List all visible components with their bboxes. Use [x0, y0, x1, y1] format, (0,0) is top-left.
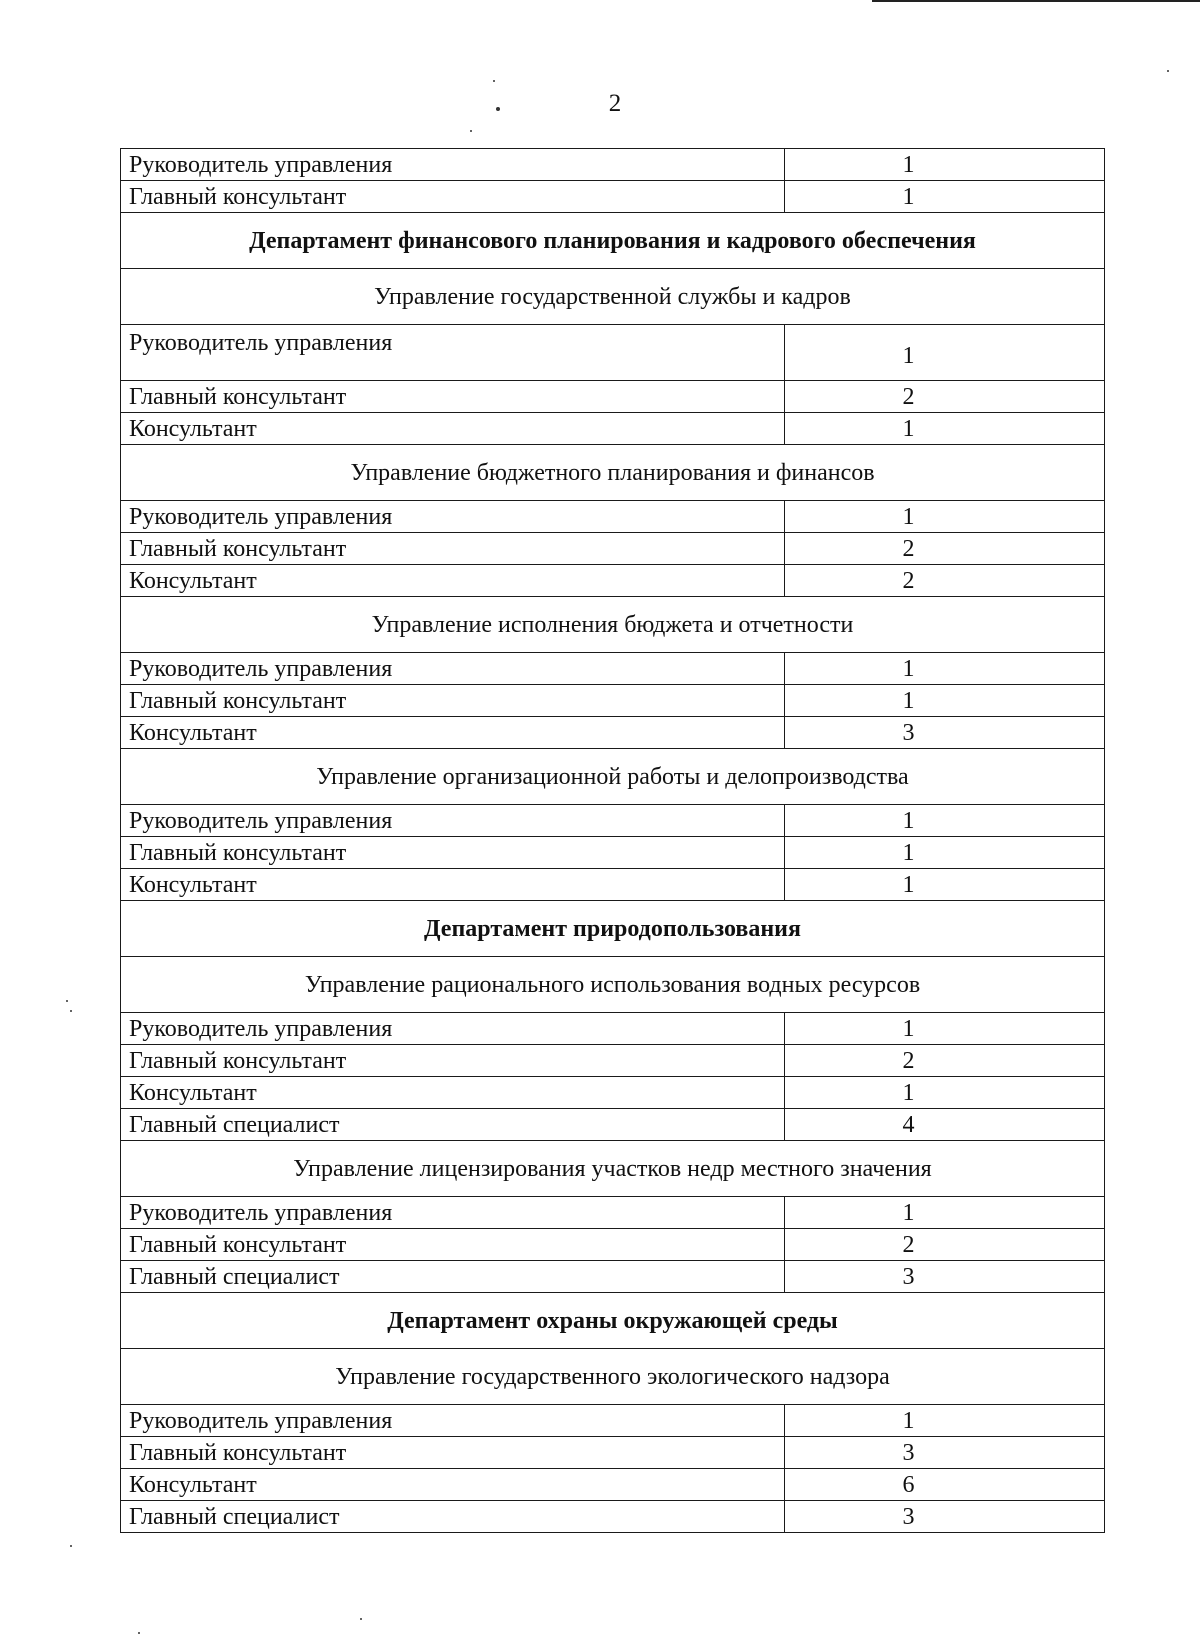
position-title: Консультант: [121, 869, 785, 901]
position-count: 6: [785, 1469, 1105, 1501]
top-rule: [872, 0, 1200, 2]
table-row: [121, 837, 1105, 869]
position-count: 1: [785, 413, 1105, 445]
department-heading: Департамент финансового планирования и кадрового обеспечения: [121, 213, 1105, 269]
table-row: [121, 1077, 1105, 1109]
table-row: [121, 1229, 1105, 1261]
scan-speck: [470, 130, 472, 132]
table-row: [121, 1501, 1105, 1533]
scan-speck: [70, 1545, 72, 1547]
table-row: [121, 413, 1105, 445]
table-row: [121, 501, 1105, 533]
position-count: 1: [785, 1013, 1105, 1045]
unit-heading: Управление государственного экологического надзора: [121, 1349, 1105, 1405]
scan-speck: [70, 1010, 72, 1012]
position-count: 3: [785, 1261, 1105, 1293]
position-count: 3: [785, 1501, 1105, 1533]
table-row: [121, 1109, 1105, 1141]
scan-speck: [138, 1632, 140, 1634]
table-row: [121, 533, 1105, 565]
table-row: [121, 1013, 1105, 1045]
table-row: [121, 1045, 1105, 1077]
position-title: Консультант: [121, 717, 785, 749]
unit-row: [121, 269, 1105, 325]
scan-speck: [496, 107, 500, 111]
unit-row: [121, 597, 1105, 653]
table-row: [121, 869, 1105, 901]
position-count: 1: [785, 1077, 1105, 1109]
position-count: 1: [785, 685, 1105, 717]
table-row: [121, 325, 1105, 381]
table-row: [121, 685, 1105, 717]
position-count: 1: [785, 149, 1105, 181]
scan-speck: [66, 1000, 68, 1002]
position-title: Руководитель управления: [121, 325, 785, 381]
table-row: [121, 1437, 1105, 1469]
table-row: [121, 565, 1105, 597]
position-title: Главный консультант: [121, 381, 785, 413]
position-title: Консультант: [121, 565, 785, 597]
table-row: [121, 149, 1105, 181]
position-count: 1: [785, 653, 1105, 685]
position-title: Главный консультант: [121, 1045, 785, 1077]
department-row: [121, 213, 1105, 269]
position-count: 1: [785, 1197, 1105, 1229]
position-title: Руководитель управления: [121, 653, 785, 685]
position-count: 1: [785, 869, 1105, 901]
unit-heading: Управление лицензирования участков недр местного значения: [121, 1141, 1105, 1197]
unit-row: [121, 445, 1105, 501]
scan-speck: [360, 1618, 362, 1620]
table-row: [121, 1469, 1105, 1501]
table-row: [121, 1197, 1105, 1229]
position-count: 3: [785, 1437, 1105, 1469]
unit-row: [121, 1141, 1105, 1197]
table-row: [121, 181, 1105, 213]
unit-heading: Управление рационального использования водных ресурсов: [121, 957, 1105, 1013]
table-row: [121, 717, 1105, 749]
staffing-table: [120, 148, 1105, 1533]
position-title: Консультант: [121, 413, 785, 445]
position-count: 2: [785, 565, 1105, 597]
unit-heading: Управление организационной работы и делопроизводства: [121, 749, 1105, 805]
unit-row: [121, 749, 1105, 805]
position-title: Главный консультант: [121, 533, 785, 565]
department-heading: Департамент природопользования: [121, 901, 1105, 957]
department-row: [121, 1293, 1105, 1349]
unit-row: [121, 1349, 1105, 1405]
position-title: Главный консультант: [121, 1229, 785, 1261]
unit-heading: Управление исполнения бюджета и отчетности: [121, 597, 1105, 653]
position-title: Главный специалист: [121, 1261, 785, 1293]
position-count: 4: [785, 1109, 1105, 1141]
position-count: 1: [785, 325, 1105, 381]
position-count: 2: [785, 1045, 1105, 1077]
position-title: Руководитель управления: [121, 1197, 785, 1229]
position-count: 2: [785, 533, 1105, 565]
position-title: Главный консультант: [121, 1437, 785, 1469]
position-title: Консультант: [121, 1077, 785, 1109]
position-count: 1: [785, 805, 1105, 837]
department-row: [121, 901, 1105, 957]
unit-heading: Управление бюджетного планирования и финансов: [121, 445, 1105, 501]
position-count: 2: [785, 1229, 1105, 1261]
position-title: Главный консультант: [121, 181, 785, 213]
position-title: Руководитель управления: [121, 501, 785, 533]
position-title: Главный специалист: [121, 1501, 785, 1533]
department-heading: Департамент охраны окружающей среды: [121, 1293, 1105, 1349]
staffing-table-body: [121, 149, 1105, 1533]
position-title: Главный консультант: [121, 837, 785, 869]
position-title: Руководитель управления: [121, 149, 785, 181]
table-row: [121, 653, 1105, 685]
position-count: 1: [785, 501, 1105, 533]
position-count: 1: [785, 181, 1105, 213]
position-count: 1: [785, 1405, 1105, 1437]
position-count: 2: [785, 381, 1105, 413]
table-row: [121, 805, 1105, 837]
table-row: [121, 1405, 1105, 1437]
position-count: 3: [785, 717, 1105, 749]
position-count: 1: [785, 837, 1105, 869]
position-title: Руководитель управления: [121, 805, 785, 837]
position-title: Консультант: [121, 1469, 785, 1501]
scan-speck: [493, 80, 495, 82]
position-title: Руководитель управления: [121, 1013, 785, 1045]
table-row: [121, 381, 1105, 413]
unit-row: [121, 957, 1105, 1013]
table-row: [121, 1261, 1105, 1293]
page-number: 2: [608, 90, 622, 117]
position-title: Главный специалист: [121, 1109, 785, 1141]
position-title: Главный консультант: [121, 685, 785, 717]
position-title: Руководитель управления: [121, 1405, 785, 1437]
unit-heading: Управление государственной службы и кадров: [121, 269, 1105, 325]
scan-speck: [1167, 70, 1169, 72]
